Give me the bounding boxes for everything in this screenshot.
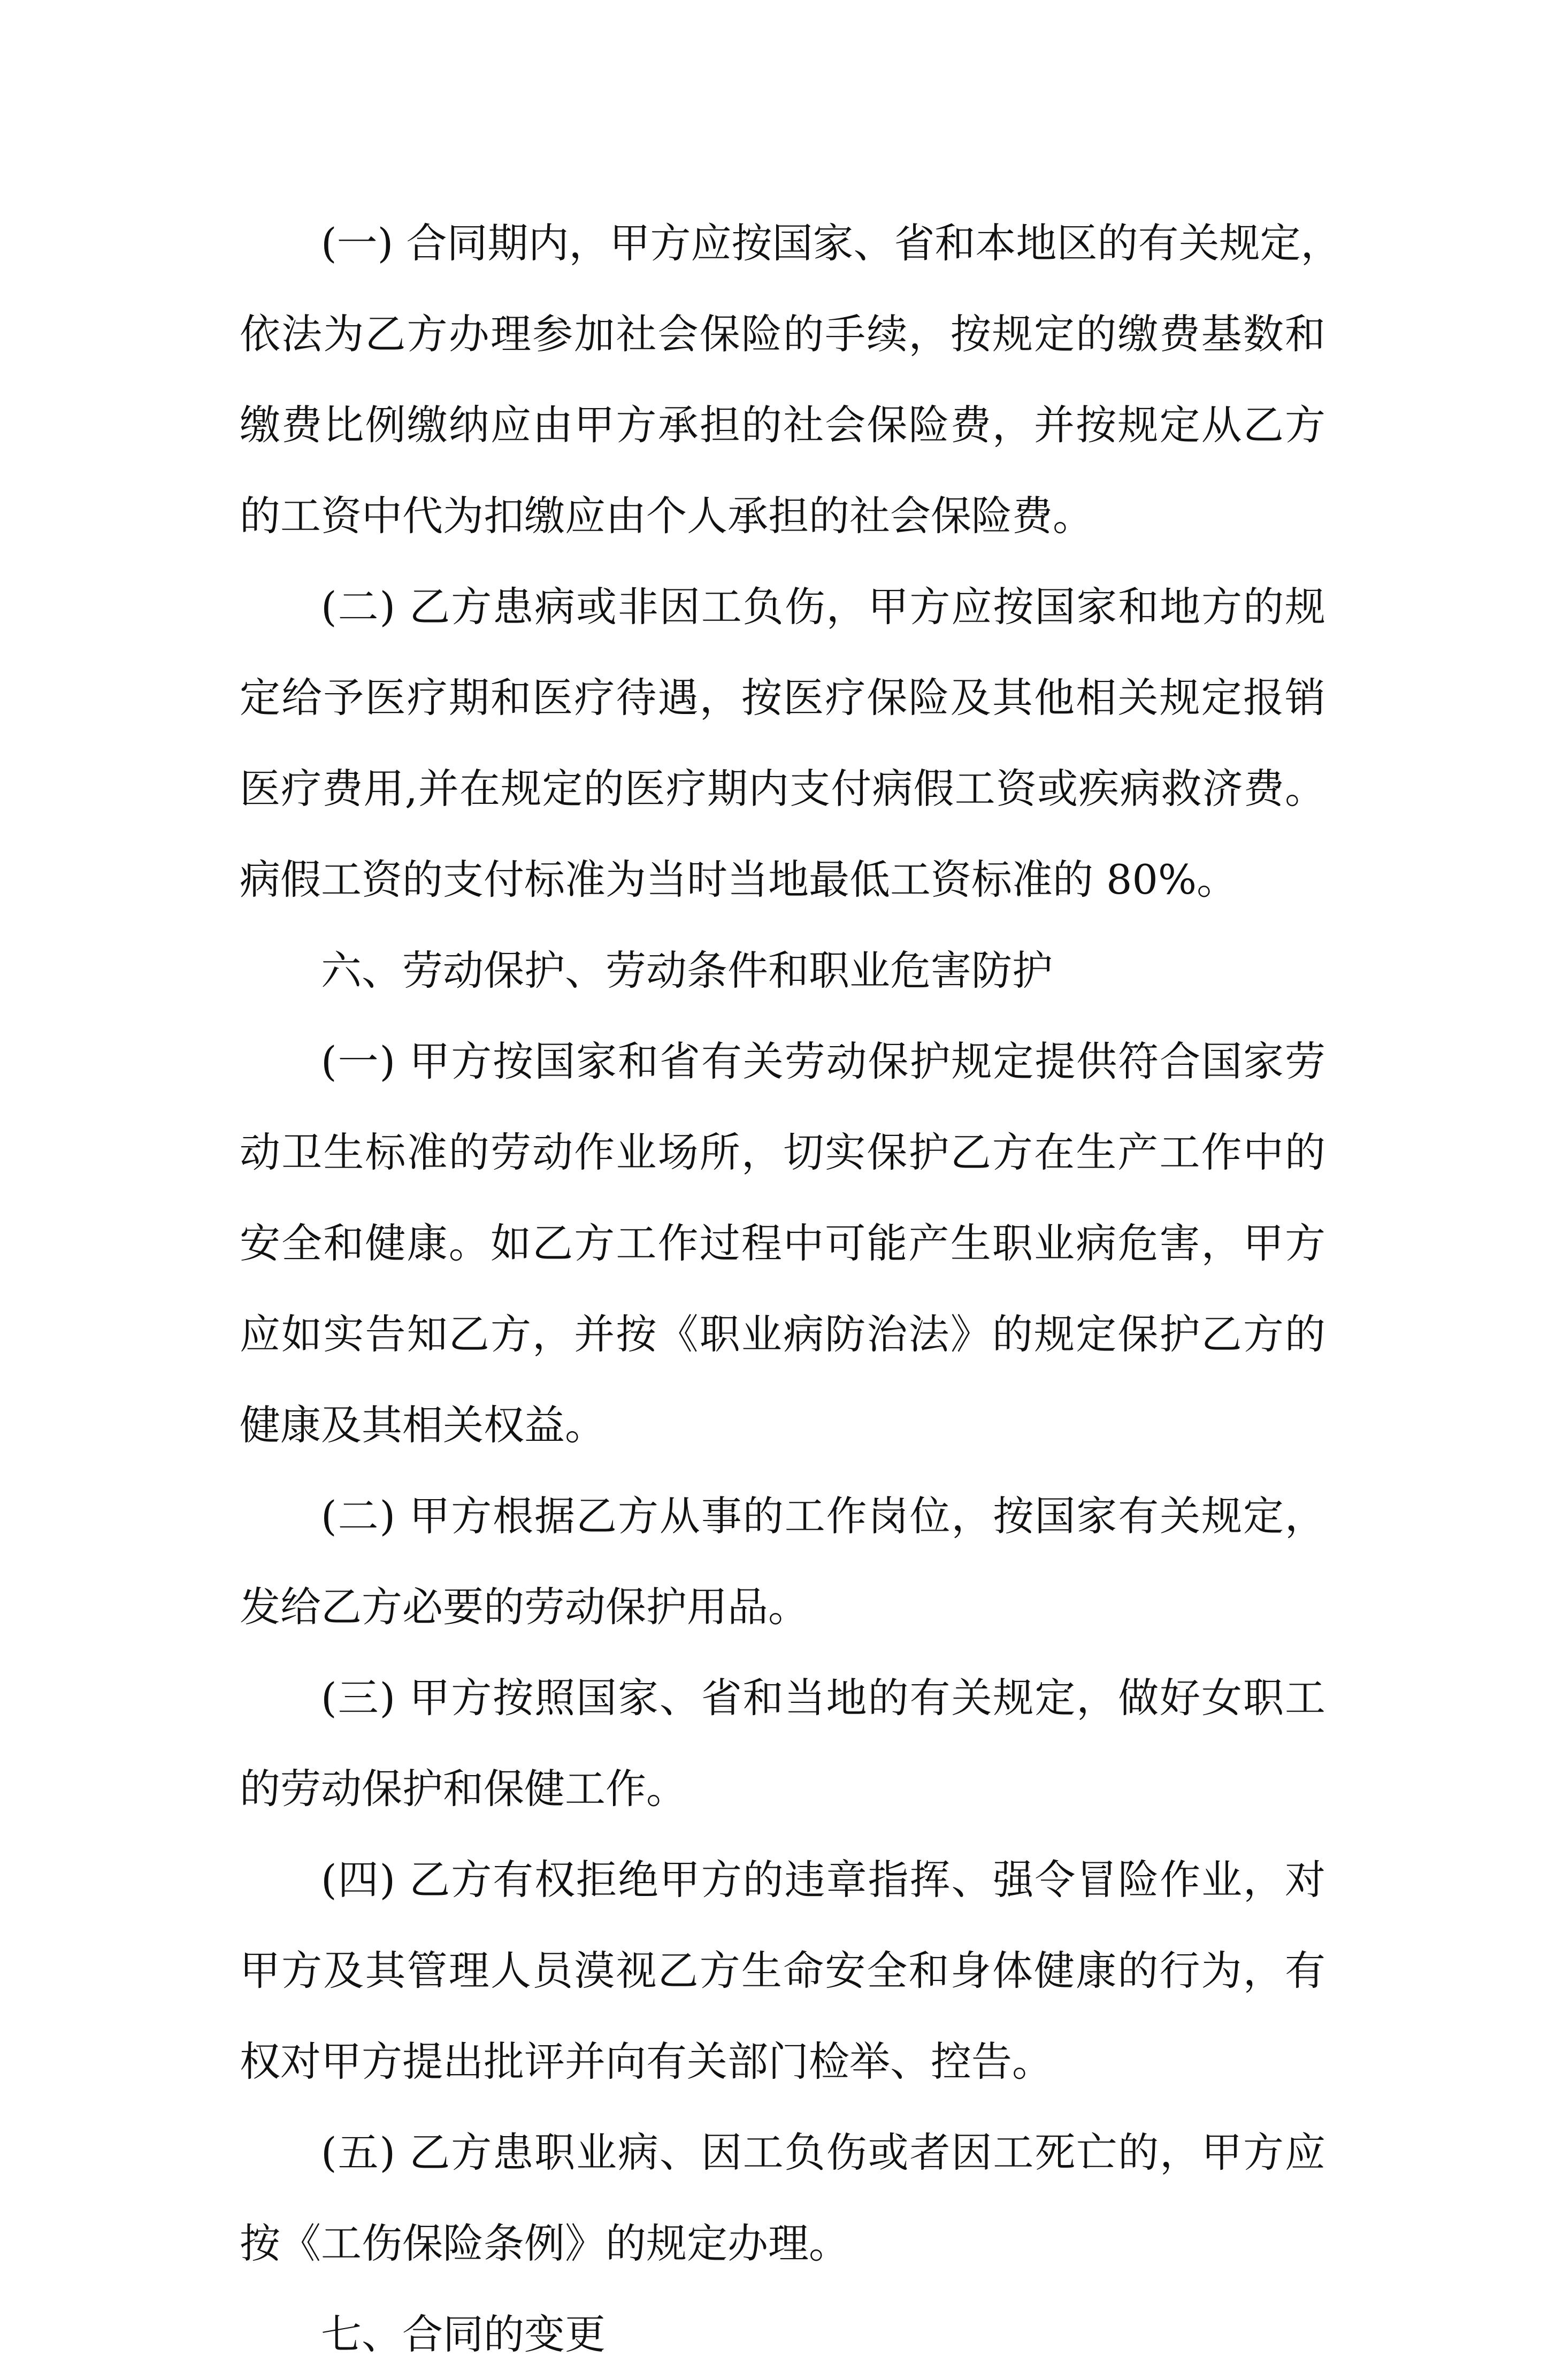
text-line: 的工资中代为扣缴应由个人承担的社会保险费。 (240, 492, 1093, 540)
text-line: 依法为乙方办理参加社会保险的手续，按规定的缴费基数和 (240, 310, 1325, 358)
text-line: (四) 乙方有权拒绝甲方的违章指挥、强令冒险作业，对 (321, 1856, 1325, 1903)
text-line: 安全和健康。如乙方工作过程中可能产生职业病危害，甲方 (240, 1219, 1325, 1267)
paragraph-female-worker-protection (240, 1653, 1325, 1834)
text-line: 发给乙方必要的劳动保护用品。 (240, 1583, 809, 1631)
paragraph-work-injury (240, 2107, 1325, 2289)
paragraph-social-insurance (240, 198, 1342, 562)
document-body (240, 198, 1342, 2380)
text-line: (五) 乙方患职业病、因工负伤或者因工死亡的，甲方应 (321, 2129, 1325, 2176)
text-line: 动卫生标准的劳动作业场所，切实保护乙方在生产工作中的 (240, 1128, 1325, 1176)
text-line: (二) 甲方根据乙方从事的工作岗位，按国家有关规定， (321, 1492, 1325, 1540)
paragraph-right-to-refuse (240, 1834, 1325, 2107)
text-line: 医疗费用,并在规定的医疗期内支付病假工资或疾病救济费。 (240, 765, 1325, 812)
section-heading: 七、合同的变更 (321, 2310, 606, 2358)
text-line: 甲方及其管理人员漠视乙方生命安全和身体健康的行为，有 (240, 1947, 1325, 1994)
text-line: 按《工伤保险条例》的规定办理。 (240, 2220, 849, 2267)
text-line: (二) 乙方患病或非因工负伤，甲方应按国家和地方的规 (321, 583, 1325, 631)
text-line: (一) 甲方按国家和省有关劳动保护规定提供符合国家劳 (321, 1038, 1325, 1085)
paragraph-sick-leave (240, 562, 1325, 925)
text-line: 健康及其相关权益。 (240, 1401, 606, 1449)
text-line: 定给予医疗期和医疗待遇，按医疗保险及其他相关规定报销 (240, 674, 1325, 721)
text-line: 病假工资的支付标准为当时当地最低工资标准的 80%。 (240, 856, 1238, 903)
text-line: 的劳动保护和保健工作。 (240, 1765, 687, 1813)
text-line: 应如实告知乙方，并按《职业病防治法》的规定保护乙方的 (240, 1310, 1325, 1358)
text-line: 缴费比例缴纳应由甲方承担的社会保险费，并按规定从乙方 (240, 401, 1325, 449)
section-heading-labor-protection (240, 925, 1325, 1016)
section-heading-contract-change (240, 2289, 1325, 2380)
paragraph-workplace-safety (240, 1016, 1325, 1471)
section-heading: 六、劳动保护、劳动条件和职业危害防护 (321, 947, 1053, 994)
text-line: (三) 甲方按照国家、省和当地的有关规定，做好女职工 (321, 1674, 1325, 1722)
text-line: 权对甲方提出批评并向有关部门检举、控告。 (240, 2038, 1053, 2085)
text-line: (一) 合同期内，甲方应按国家、省和本地区的有关规定， (321, 219, 1342, 267)
paragraph-protective-equipment (240, 1471, 1325, 1653)
